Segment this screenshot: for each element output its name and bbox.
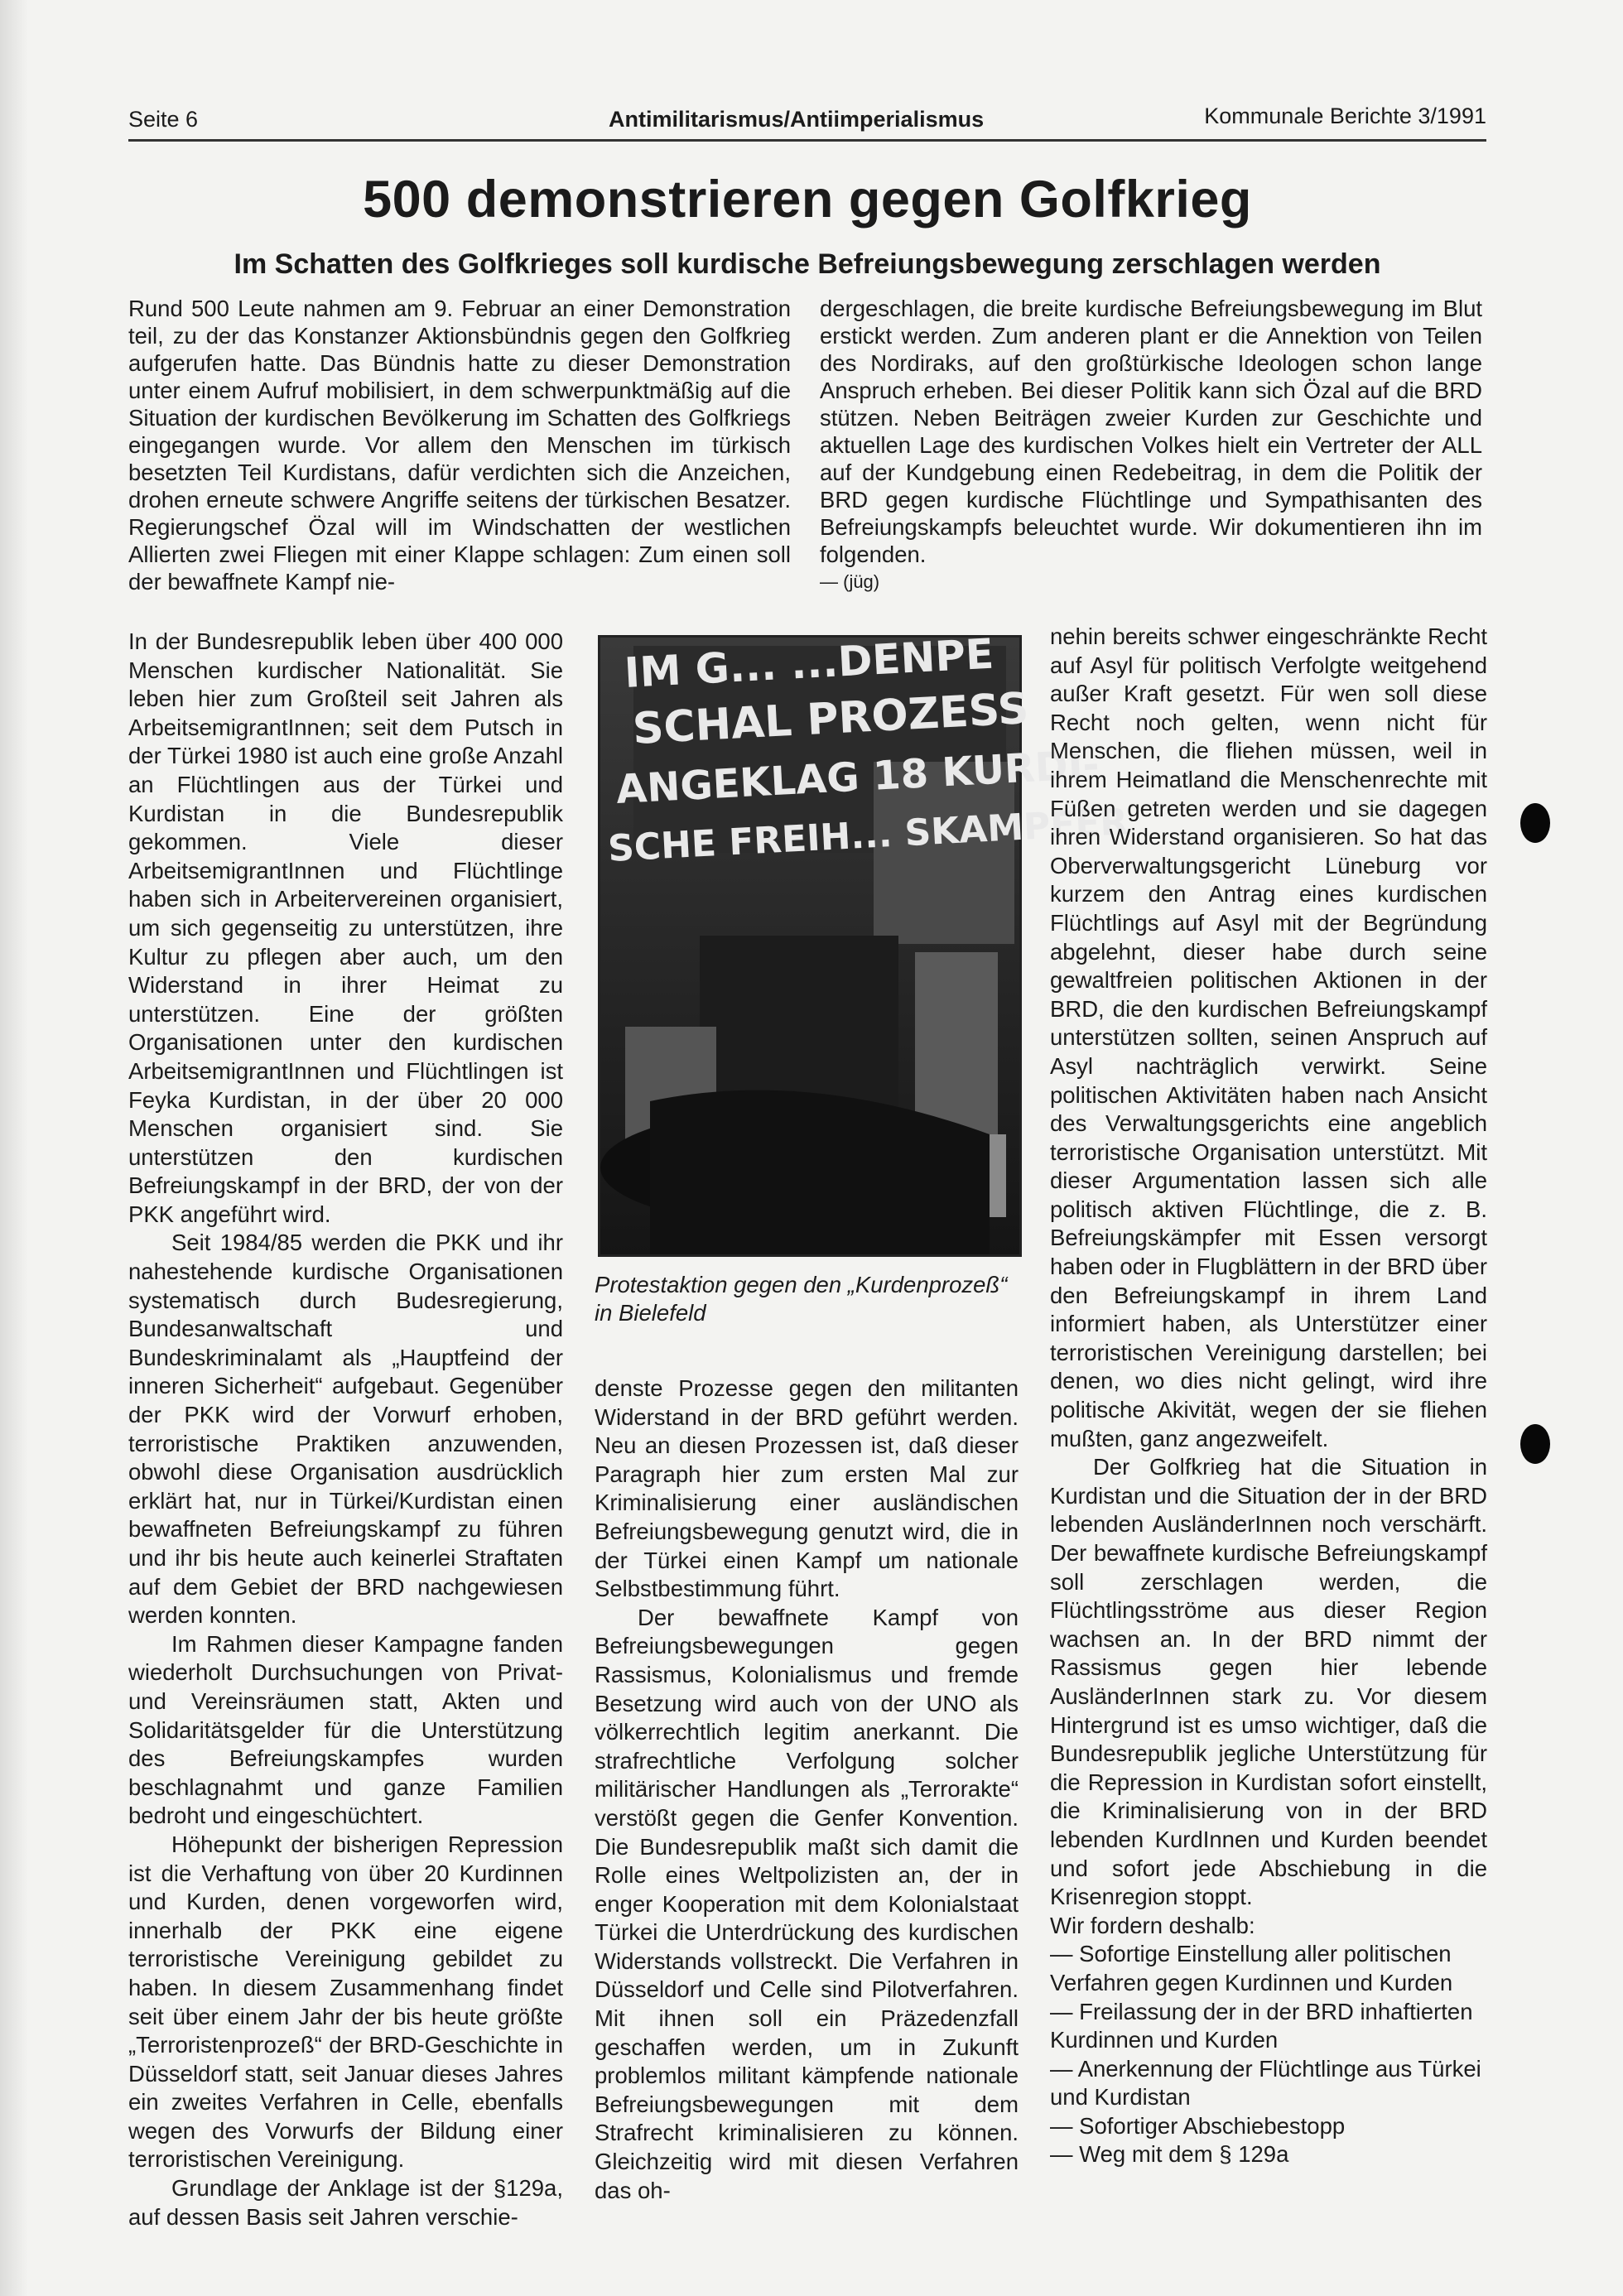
body-paragraph-start: Grundlage der Anklage ist der §129a, auf dessen Basis seit Jahren verschie- [128, 2175, 563, 2230]
demands-intro: Wir fordern deshalb: [1050, 1912, 1255, 1938]
body-paragraph: Im Rahmen dieser Kampagne fanden wiederholt Durchsuchungen von Privat- und Vereinsräumen statt, Akten und Solidaritätsgelder für die Unterstützung des Befreiungskampfes wurden beschlagnahmt und ganze Familien bedroht und eingeschüchtert. [128, 1630, 563, 1829]
scan-edge-shadow [0, 0, 28, 2296]
banner-line-3: ANGEKLAG 18 KURDI- [614, 741, 1100, 813]
body-paragraph-cont: nehin bereits schwer eingeschränkte Recht auf Asyl für politisch Verfolgte weitgehend außer Kraft gesetzt. Für wen soll diese Recht noch gelten, wenn nicht für Menschen, die fliehen müssen, weil in ihrem Heimatland die Menschenrechte mit Füßen getreten werden und sie dagegen ihren Widerstand organisieren. So hat das Oberverwaltungsgericht Lüneburg vor kurzem den Antrag eines kurdischen Flüchtlings auf Asyl mit der Begründung abgelehnt, dieser habe durch seine gewaltfreien politischen Aktionen in der BRD, die den kurdischen Befreiungskampf unterstützen sollten, seinen Anspruch auf Asyl nachträglich verwirkt. Seine politischen Aktivitäten haben nach Ansicht des Verwaltungsgerichts eine angeblich terroristische Organisation unterstützt. Mit dieser Argumentation lassen sich alle politisch aktiven Flüchtlinge, die z. B. Befreiungskämpfer mit Essen versorgt haben oder in Flugblättern in der BRD über den Befreiungskampf in ihrem Land informiert haben, als Unterstützer einer terroristischen Vereinigung darstellen; bei denen, wo dies nicht gelingt, wird ihre politische Akivität, wegen der sie fliehen mußten, ganz angezweifelt. [1050, 623, 1487, 1451]
page-number: Seite 6 [128, 107, 199, 132]
banner-line-1: IM G... ...DENPE [623, 629, 995, 697]
intro-text-part1: Rund 500 Leute nahmen am 9. Februar an einer Demonstration teil, zu der das Konstanzer Aktionsbündnis gegen den Golfkrieg aufgerufen hatte. Das Bündnis hatte zu dieser Demonstration unter einem Aufruf mobilisiert, in dem schwerpunktmäßig auf die Situation der kurdischen Bevölkerung im Schatten des Golfkriegs eingegangen wurde. Vor allem den Menschen im türkisch besetzten Teil Kurdistans, dafür verdichten sich die Anzeichen, drohen erneute schwere Angriffe seitens der türkischen Besatzer. Regierungschef Özal will im Windschatten der westlichen Allierten zwei Fliegen mit einer Klappe schlagen: Zum einen soll der bewaffnete Kampf nie- [128, 296, 791, 594]
demand-item: — Sofortiger Abschiebestopp [1050, 2112, 1346, 2139]
demand-item: — Anerkennung der Flüchtlinge aus Türkei und Kurdistan [1050, 2055, 1481, 2111]
protest-photo-image [600, 629, 1129, 1254]
banner-line-4: SCHE FREIH... SKAMPFER [606, 801, 1129, 870]
author-initials: — (jüg) [820, 571, 880, 592]
banner-line-2: SCHAL PROZESS [631, 684, 1030, 754]
demand-item: — Freilassung der in der BRD inhaftierten Kurdinnen und Kurden [1050, 1998, 1473, 2053]
body-column-2 [595, 1374, 1019, 2205]
intro-text-part2: dergeschlagen, die breite kurdische Befreiungsbewegung im Blut erstickt werden. Zum anderen plant er die Annektion von Teilen des Nordiraks, auf den großtürkische Ideologen schon lange Anspruch erheben. Bei dieser Politik kann sich Özal auf die BRD stützen. Neben Beiträgen zweier Kurden zur Geschichte und aktuellen Lage des kurdischen Volkes hielt ein Vertreter der ALL auf der Kundgebung einen Redebeitrag, in dem die Politik der BRD gegen kurdische Flüchtlinge und Sympathisanten des Befreiungskampfs beleuchtet wurde. Wir dokumentieren ihn im folgenden. [820, 296, 1482, 567]
publication-issue: Kommunale Berichte 3/1991 [1204, 103, 1486, 128]
intro-column-left [128, 295, 791, 595]
demand-item: — Sofortige Einstellung aller politischen Verfahren gegen Kurdinnen und Kurden [1050, 1941, 1453, 1995]
body-paragraph: In der Bundesrepublik leben über 400 000 Menschen kurdischer Nationalität. Sie leben hier zum Großteil seit Jahren als ArbeitsemigrantInnen; seit dem Putsch in der Türkei 1980 ist auch eine große Anzahl an Flüchtlingen aus der Türkei und Kurdistan in die Bundesrepublik gekommen. Viele dieser ArbeitsemigrantInnen und Flüchtlinge haben sich in Arbeitervereinen organisiert, um sich gegenseitig zu unterstützen, ihre Kultur zu pflegen aber auch, um den Widerstand in ihrer Heimat zu unterstützen. Eine der größten Organisationen unter den kurdischen ArbeitsemigrantInnen und Flüchtlingen ist Feyka Kurdistan, in der über 20 000 Menschen organisiert sind. Sie unterstützen den kurdischen Befreiungskampf in der BRD, der von der PKK angeführt wird. [128, 628, 563, 1227]
body-paragraph-cont: denste Prozesse gegen den militanten Widerstand in der BRD geführt werden. Neu an diesen Prozessen ist, daß dieser Paragraph hier zum ersten Mal zur Kriminalisierung einer ausländischen Befreiungsbewegung genutzt wird, die in der Türkei einen Kampf um nationale Selbstbestimmung führt. [595, 1375, 1019, 1602]
article-title: 500 demonstrieren gegen Golfkrieg [363, 171, 1252, 229]
body-paragraph: Höhepunkt der bisherigen Repression ist die Verhaftung von über 20 Kurdinnen und Kurden, denen vorgeworfen wird, innerhalb der PKK eine eigene terroristische Vereinigung gebildet zu haben. In diesem Zusammenhang findet seit über einem Jahr der bis heute größte „Terroristenprozeß“ der BRD-Geschichte in Düsseldorf statt, seit Januar dieses Jahres ein zweites Verfahren in Celle, ebenfalls wegen des Vorwurfs der Bildung einer terroristischen Vereinigung. [128, 1831, 563, 2173]
section-title: Antimilitarismus/Antiimperialismus [609, 107, 985, 132]
body-paragraph-start: Der bewaffnete Kampf von Befreiungsbewegungen gegen Rassismus, Kolonialismus und fremde Besetzung wird auch von der UNO als völkerrechtlich legitim anerkannt. Die strafrechtliche Verfolgung solcher militärischer Handlungen als „Terrorakte“ verstößt gegen die Genfer Konvention. Die Bundesrepublik maßt sich damit die Rolle eines Weltpolizisten an, der in enger Kooperation mit dem Kolonialstaat Türkei die Unterdrückung des kurdischen Widerstands vollstreckt. Die Verfahren in Düsseldorf und Celle sind Pilotverfahren. Mit ihnen soll ein Präzedenzfall geschaffen werden, um in Zukunft problemlos militant kämpfende nationale Befreiungsbewegungen mit dem Strafrecht kriminalisieren zu können. Gleichzeitig wird mit diesen Verfahren das oh- [595, 1604, 1019, 2203]
body-paragraph: Der Golfkrieg hat die Situation in Kurdistan und die Situation der in der BRD lebenden AusländerInnen noch verschärft. Der bewaffnete kurdische Befreiungskampf soll zerschlagen werden, die Flüchtlingsströme aus dieser Region wachsen an. In der BRD nimmt der Rassismus gegen hier lebende AusländerInnen stark zu. Vor diesem Hintergrund ist es umso wichtiger, daß die Bundesrepublik jegliche Unterstützung für die Repression in Kurdistan sofort einstellt, die Kriminalisierung von in der BRD lebenden KurdInnen und Kurden beendet und sofort jede Abschiebung in die Krisenregion stoppt. [1050, 1454, 1487, 1910]
demand-item: — Weg mit dem § 129a [1050, 2141, 1289, 2168]
body-paragraph: Seit 1984/85 werden die PKK und ihr nahestehende kurdische Organisationen systematisch durch Budesregierung, Bundesanwaltschaft und Bundeskriminalamt als „Hauptfeind der inneren Sicherheit“ aufgebaut. Gegenüber der PKK wird der Vorwurf erhoben, terroristische Praktiken anzuwenden, obwohl diese Organisation ausdrücklich erklärt hat, nur in Türkei/Kurdistan einen bewaffneten Befreiungskampf zu führen und ihr bis heute auch keinerlei Straftaten auf dem Gebiet der BRD nachgewiesen werden konnten. [128, 1230, 563, 1629]
punch-hole [1520, 1424, 1550, 1464]
intro-column-right [820, 295, 1482, 595]
protest-photo [598, 629, 1129, 1257]
photo-caption: Protestaktion gegen den „Kurdenprozeß“ in Bielefeld [595, 1272, 1008, 1326]
page-header [128, 98, 1486, 142]
body-column-3 [1050, 623, 1487, 2169]
article-subtitle: Im Schatten des Golfkrieges soll kurdische Befreiungsbewegung zerschlagen werden [234, 248, 1381, 280]
body-column-1 [128, 628, 563, 2231]
punch-hole [1520, 803, 1550, 843]
